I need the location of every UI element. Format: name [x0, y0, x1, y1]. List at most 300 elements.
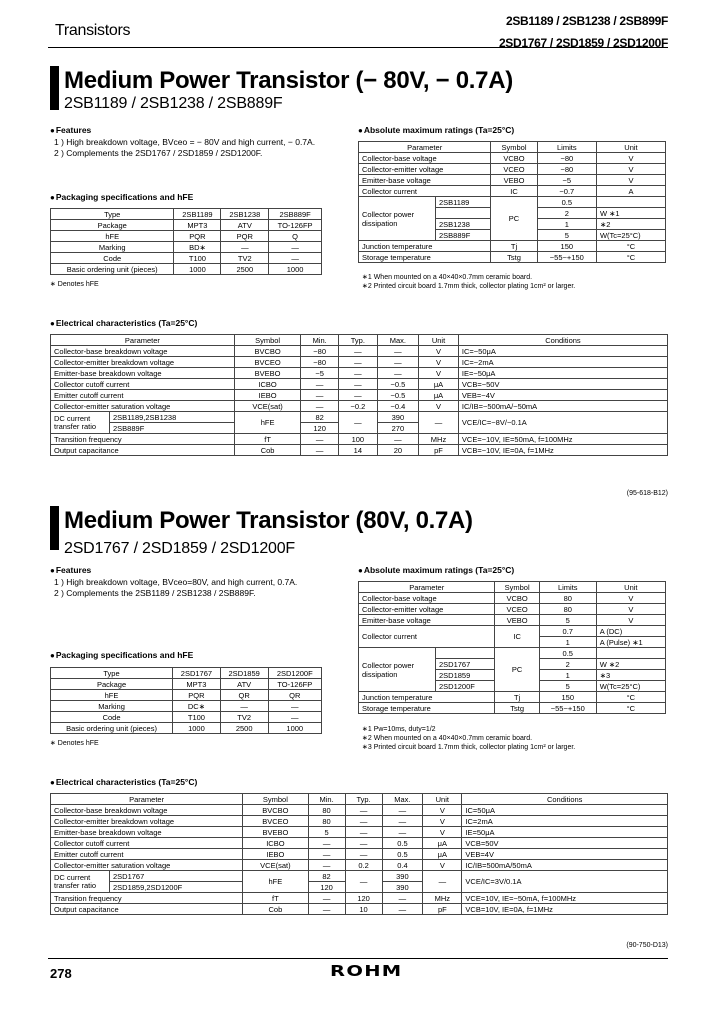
table-row	[51, 893, 668, 904]
table-cell: —	[220, 701, 268, 712]
abs-note: ∗2 Printed circuit board 1.7mm thick, collector plating 1cm² or larger.	[362, 283, 576, 290]
table-cell: 0.5	[382, 849, 423, 860]
abs-note: ∗1 Pw=10ms, duty=1/2	[362, 726, 436, 733]
table-cell: DC current transfer ratio	[51, 412, 110, 434]
table-cell: —	[301, 379, 339, 390]
top-features-list	[54, 137, 315, 159]
table-cell: 5	[539, 615, 596, 626]
table-cell: 120	[308, 882, 345, 893]
table-cell: pF	[419, 445, 459, 456]
bottom-features-list	[54, 577, 297, 599]
table-cell: 2SB1238	[436, 219, 491, 230]
table-cell: 390	[382, 882, 423, 893]
table-cell: 82	[301, 412, 339, 423]
table-cell: Output capacitance	[51, 445, 235, 456]
table-row	[359, 241, 666, 252]
top-elec-heading: ●Electrical characteristics (Ta=25°C)	[50, 318, 198, 328]
table-cell: 1	[539, 670, 596, 681]
table-cell: V	[596, 604, 665, 615]
table-cell: VCB=50V	[462, 838, 668, 849]
top-doc-code: (95-618-B12)	[626, 490, 668, 497]
header-parts-line2: 2SD1767 / 2SD1859 / 2SD1200F	[498, 36, 668, 50]
table-cell: V	[596, 164, 665, 175]
table-header-cell: 2SD1859	[220, 668, 268, 679]
table-row	[51, 849, 668, 860]
table-row	[359, 197, 666, 208]
table-cell: 10	[345, 904, 382, 915]
table-cell: TO-126FP	[269, 220, 322, 231]
table-cell: 1000	[269, 264, 322, 275]
table-cell: Emitter-base voltage	[359, 615, 495, 626]
table-cell: A (DC)	[596, 626, 665, 637]
table-header-cell: 2SD1767	[173, 668, 221, 679]
table-row	[359, 142, 666, 153]
table-cell: —	[345, 805, 382, 816]
table-cell: 2	[539, 659, 596, 670]
table-cell: V	[419, 346, 459, 357]
table-row	[51, 412, 668, 423]
top-subtitle: 2SB1189 / 2SB1238 / 2SB889F	[64, 95, 283, 112]
table-cell: BVCBO	[243, 805, 308, 816]
table-cell: Q	[269, 231, 322, 242]
table-cell: QR	[268, 690, 321, 701]
table-cell: Collector cutoff current	[51, 838, 243, 849]
table-row	[51, 264, 322, 275]
table-cell: ∗3	[596, 670, 665, 681]
table-cell: W ∗1	[596, 208, 665, 219]
table-cell: —	[338, 357, 377, 368]
table-cell: ATV	[221, 220, 269, 231]
table-cell: hFE	[234, 412, 301, 434]
table-cell: 2SB889F	[110, 423, 235, 434]
table-cell: VCBO	[495, 593, 539, 604]
table-cell: —	[423, 871, 462, 893]
table-cell: −80	[301, 346, 339, 357]
bottom-doc-code: (90-750-D13)	[626, 942, 668, 949]
table-cell: −80	[537, 164, 596, 175]
table-cell: PC	[495, 648, 539, 692]
table-cell: Collector-base voltage	[359, 593, 495, 604]
table-row	[359, 153, 666, 164]
table-cell: 80	[539, 593, 596, 604]
table-cell: —	[301, 390, 339, 401]
table-cell: Transition frequency	[51, 893, 243, 904]
table-cell: −0.2	[338, 401, 377, 412]
top-packaging-note: ∗ Denotes hFE	[50, 281, 99, 288]
table-row	[51, 712, 322, 723]
table-cell: —	[338, 379, 377, 390]
category-title: Transistors	[55, 22, 131, 39]
table-row	[359, 582, 666, 593]
table-cell: —	[377, 346, 418, 357]
table-row	[51, 794, 668, 805]
abs-note: ∗2 When mounted on a 40×40×0.7mm ceramic board.	[362, 735, 533, 742]
table-cell: VCEO	[491, 164, 537, 175]
table-cell: V	[419, 401, 459, 412]
table-header-cell: Unit	[596, 142, 665, 153]
table-cell: Transition frequency	[51, 434, 235, 445]
table-cell: 1000	[268, 723, 321, 734]
table-cell: Tstg	[495, 703, 539, 714]
table-cell: BVCBO	[234, 346, 301, 357]
table-cell: Collector-base breakdown voltage	[51, 805, 243, 816]
table-cell: 5	[308, 827, 345, 838]
table-cell: BD∗	[174, 242, 221, 253]
table-cell: Storage temperature	[359, 252, 491, 263]
table-row	[359, 615, 666, 626]
table-header-cell: Type	[51, 209, 174, 220]
table-cell: BVEBO	[234, 368, 301, 379]
table-cell: 1	[537, 219, 596, 230]
table-cell: Emitter-base voltage	[359, 175, 491, 186]
table-cell: Junction temperature	[359, 692, 495, 703]
table-cell: —	[377, 434, 418, 445]
table-row	[51, 904, 668, 915]
table-row	[51, 368, 668, 379]
table-cell: Collector-emitter breakdown voltage	[51, 357, 235, 368]
table-cell: fT	[243, 893, 308, 904]
table-row	[51, 701, 322, 712]
table-cell: 2SD1767	[436, 659, 495, 670]
table-header-cell: Typ.	[345, 794, 382, 805]
table-cell: −80	[537, 153, 596, 164]
table-cell: Emitter cutoff current	[51, 390, 235, 401]
table-cell: PQR	[221, 231, 269, 242]
table-cell: Tstg	[491, 252, 537, 263]
table-cell: IEBO	[243, 849, 308, 860]
table-cell: V	[423, 827, 462, 838]
top-elec-table	[50, 334, 668, 456]
table-cell: 270	[377, 423, 418, 434]
bottom-packaging-heading: ●Packaging specifications and hFE	[50, 650, 194, 660]
feature-item: 1 ) High breakdown voltage, BVceo=80V, and high current, 0.7A.	[54, 577, 298, 587]
table-cell: 80	[308, 816, 345, 827]
table-cell: 0.5	[539, 648, 596, 659]
table-row	[51, 816, 668, 827]
table-cell: VCE/IC=−8V/−0.1A	[458, 412, 667, 434]
table-cell: —	[345, 871, 382, 893]
table-cell: 2SB1189,2SB1238	[110, 412, 235, 423]
top-abs-heading: ●Absolute maximum ratings (Ta=25°C)	[358, 125, 515, 135]
table-row	[359, 703, 666, 714]
table-cell: IC	[491, 186, 537, 197]
table-cell: Collector power dissipation	[359, 648, 436, 692]
table-cell: VCEO	[495, 604, 539, 615]
table-cell: V	[596, 593, 665, 604]
table-row	[51, 209, 322, 220]
table-cell: —	[269, 253, 322, 264]
table-header-cell: Symbol	[495, 582, 539, 593]
table-cell: —	[268, 712, 321, 723]
table-cell	[436, 648, 495, 659]
table-cell: Marking	[51, 701, 173, 712]
table-cell: IC=−2mA	[458, 357, 667, 368]
table-cell: PQR	[174, 231, 221, 242]
table-row	[51, 723, 322, 734]
bottom-abs-heading: ●Absolute maximum ratings (Ta=25°C)	[358, 565, 515, 575]
table-cell: W(Tc=25°C)	[596, 230, 665, 241]
table-cell: V	[423, 816, 462, 827]
table-cell: VCE=10V, IE=−50mA, f=100MHz	[462, 893, 668, 904]
table-header-cell: 2SD1200F	[268, 668, 321, 679]
section-bar	[50, 66, 59, 110]
table-cell: —	[308, 860, 345, 871]
table-cell: BVCEO	[243, 816, 308, 827]
table-row	[359, 626, 666, 637]
table-row	[359, 252, 666, 263]
table-row	[51, 346, 668, 357]
table-cell: V	[423, 805, 462, 816]
table-cell: 80	[308, 805, 345, 816]
table-cell: fT	[234, 434, 301, 445]
table-cell: IC/IB=500mA/50mA	[462, 860, 668, 871]
table-cell: DC∗	[173, 701, 221, 712]
table-row	[51, 335, 668, 346]
table-cell: IC=2mA	[462, 816, 668, 827]
table-cell: Storage temperature	[359, 703, 495, 714]
table-cell: 0.5	[537, 197, 596, 208]
top-title: Medium Power Transistor (− 80V, − 0.7A)	[64, 67, 513, 94]
table-cell: 2500	[221, 264, 269, 275]
table-cell: Output capacitance	[51, 904, 243, 915]
table-cell: W(Tc=25°C)	[596, 681, 665, 692]
table-cell: Cob	[243, 904, 308, 915]
table-cell: Package	[51, 220, 174, 231]
table-cell: Basic ordering unit (pieces)	[51, 264, 174, 275]
table-cell: 5	[539, 681, 596, 692]
table-header-cell: Type	[51, 668, 173, 679]
top-packaging-heading: ●Packaging specifications and hFE	[50, 192, 194, 202]
header-rule	[48, 47, 668, 48]
table-cell: −80	[301, 357, 339, 368]
table-row	[51, 390, 668, 401]
table-header-cell: Parameter	[51, 335, 235, 346]
table-cell: —	[308, 904, 345, 915]
table-cell: 2SD1859,2SD1200F	[110, 882, 243, 893]
table-cell: A (Pulse) ∗1	[596, 637, 665, 648]
table-header-cell: Parameter	[359, 142, 491, 153]
table-cell: IE=50μA	[462, 827, 668, 838]
table-cell: VEBO	[491, 175, 537, 186]
table-cell: QR	[220, 690, 268, 701]
table-cell: 120	[345, 893, 382, 904]
table-cell: TO-126FP	[268, 679, 321, 690]
table-cell: Code	[51, 712, 173, 723]
table-cell: —	[382, 827, 423, 838]
table-cell: Collector current	[359, 186, 491, 197]
table-cell: 2	[537, 208, 596, 219]
table-header-cell: Max.	[377, 335, 418, 346]
table-cell: MHz	[419, 434, 459, 445]
table-cell: MPT3	[174, 220, 221, 231]
table-cell: 0.5	[382, 838, 423, 849]
table-row	[51, 679, 322, 690]
table-header-cell: Symbol	[491, 142, 537, 153]
table-cell: Collector-emitter saturation voltage	[51, 860, 243, 871]
table-cell: IEBO	[234, 390, 301, 401]
table-cell: Tj	[491, 241, 537, 252]
table-cell: W ∗2	[596, 659, 665, 670]
table-cell: —	[382, 904, 423, 915]
table-cell: VCE/IC=3V/0.1A	[462, 871, 668, 893]
table-row	[51, 434, 668, 445]
table-cell: hFE	[243, 871, 308, 893]
table-cell: 0.4	[382, 860, 423, 871]
table-cell: —	[345, 827, 382, 838]
table-cell: °C	[596, 692, 665, 703]
table-cell: 1	[539, 637, 596, 648]
table-cell: Emitter-base breakdown voltage	[51, 827, 243, 838]
table-cell: 2500	[220, 723, 268, 734]
table-cell: 2SD1859	[436, 670, 495, 681]
table-cell: VEB=−4V	[458, 390, 667, 401]
table-header-cell: Conditions	[458, 335, 667, 346]
table-row	[51, 253, 322, 264]
table-row	[51, 838, 668, 849]
table-cell: V	[596, 615, 665, 626]
table-header-cell: Limits	[537, 142, 596, 153]
table-cell: PC	[491, 197, 537, 241]
table-cell	[596, 197, 665, 208]
table-cell: μA	[419, 379, 459, 390]
table-row	[359, 604, 666, 615]
table-cell: V	[423, 860, 462, 871]
table-cell: T100	[174, 253, 221, 264]
table-cell: —	[269, 242, 322, 253]
table-cell: —	[382, 805, 423, 816]
table-cell: —	[382, 816, 423, 827]
table-cell: VCB=−50V	[458, 379, 667, 390]
table-header-cell: Parameter	[359, 582, 495, 593]
table-row	[51, 220, 322, 231]
table-row	[51, 242, 322, 253]
table-cell: —	[338, 368, 377, 379]
table-cell: μA	[423, 838, 462, 849]
table-cell	[596, 648, 665, 659]
table-cell: ICBO	[243, 838, 308, 849]
table-cell: —	[338, 346, 377, 357]
table-header-cell: Min.	[308, 794, 345, 805]
table-row	[51, 445, 668, 456]
table-cell: 0.7	[539, 626, 596, 637]
table-cell: DC current transfer ratio	[51, 871, 110, 893]
table-cell: Emitter-base breakdown voltage	[51, 368, 235, 379]
table-cell: −0.5	[377, 379, 418, 390]
top-abs-notes	[362, 273, 575, 291]
table-row	[51, 827, 668, 838]
table-cell: IC=−50μA	[458, 346, 667, 357]
table-cell: 14	[338, 445, 377, 456]
table-row	[51, 668, 322, 679]
table-cell: 2SD1200F	[436, 681, 495, 692]
table-cell: 390	[382, 871, 423, 882]
table-cell: BVCEO	[234, 357, 301, 368]
table-cell: —	[268, 701, 321, 712]
table-cell: 82	[308, 871, 345, 882]
top-features-heading: ●Features	[50, 125, 92, 135]
table-cell: hFE	[51, 231, 174, 242]
table-cell: IC=50μA	[462, 805, 668, 816]
table-row	[51, 805, 668, 816]
table-cell: —	[345, 849, 382, 860]
table-cell: —	[301, 445, 339, 456]
table-cell: Collector-emitter voltage	[359, 164, 491, 175]
table-header-cell: Unit	[423, 794, 462, 805]
table-header-cell: Limits	[539, 582, 596, 593]
table-cell: −0.7	[537, 186, 596, 197]
feature-item: 2 ) Complements the 2SB1189 / 2SB1238 / 2SB889F.	[54, 588, 256, 598]
table-cell: TV2	[220, 712, 268, 723]
table-header-cell: 2SB1238	[221, 209, 269, 220]
table-cell: 150	[539, 692, 596, 703]
table-header-cell: Unit	[419, 335, 459, 346]
table-cell: °C	[596, 252, 665, 263]
table-header-cell: Conditions	[462, 794, 668, 805]
table-cell: —	[308, 849, 345, 860]
table-cell: μA	[423, 849, 462, 860]
table-cell: Cob	[234, 445, 301, 456]
table-cell: 2SB889F	[436, 230, 491, 241]
table-cell: MPT3	[173, 679, 221, 690]
table-cell: —	[301, 434, 339, 445]
table-row	[359, 692, 666, 703]
bottom-packaging-table	[50, 667, 322, 734]
table-cell: Collector-emitter saturation voltage	[51, 401, 235, 412]
table-cell: TV2	[221, 253, 269, 264]
table-cell: Collector cutoff current	[51, 379, 235, 390]
table-cell: pF	[423, 904, 462, 915]
table-cell: 20	[377, 445, 418, 456]
table-cell: VCBO	[491, 153, 537, 164]
table-header-cell: Typ.	[338, 335, 377, 346]
table-row	[359, 648, 666, 659]
table-row	[51, 860, 668, 871]
table-cell: —	[345, 838, 382, 849]
brand-logo: ROHM	[330, 962, 403, 980]
bottom-elec-heading: ●Electrical characteristics (Ta=25°C)	[50, 777, 198, 787]
table-cell: Tj	[495, 692, 539, 703]
table-cell: 390	[377, 412, 418, 423]
abs-note: ∗3 Printed circuit board 1.7mm thick, collector plating 1cm² or larger.	[362, 744, 576, 751]
table-cell	[436, 208, 491, 219]
table-row	[359, 186, 666, 197]
table-cell: ICBO	[234, 379, 301, 390]
table-cell: —	[221, 242, 269, 253]
table-cell: T100	[173, 712, 221, 723]
table-cell: Collector-emitter voltage	[359, 604, 495, 615]
bottom-title: Medium Power Transistor (80V, 0.7A)	[64, 507, 473, 534]
table-header-cell: Parameter	[51, 794, 243, 805]
table-row	[51, 401, 668, 412]
table-header-cell: 2SB889F	[269, 209, 322, 220]
bottom-features-heading: ●Features	[50, 565, 92, 575]
table-cell: 100	[338, 434, 377, 445]
table-cell: hFE	[51, 690, 173, 701]
bottom-abs-notes	[362, 725, 575, 752]
table-cell: Collector-emitter breakdown voltage	[51, 816, 243, 827]
table-cell: Code	[51, 253, 174, 264]
abs-note: ∗1 When mounted on a 40×40×0.7mm ceramic board.	[362, 274, 533, 281]
table-cell: 150	[537, 241, 596, 252]
table-cell: Collector-base breakdown voltage	[51, 346, 235, 357]
table-cell: −5	[537, 175, 596, 186]
table-cell: —	[419, 412, 459, 434]
table-cell: VCE(sat)	[234, 401, 301, 412]
table-cell: VCE(sat)	[243, 860, 308, 871]
top-abs-table	[358, 141, 666, 263]
table-row	[51, 690, 322, 701]
feature-item: 2 ) Complements the 2SD1767 / 2SD1859 / 2SD1200F.	[54, 148, 263, 158]
